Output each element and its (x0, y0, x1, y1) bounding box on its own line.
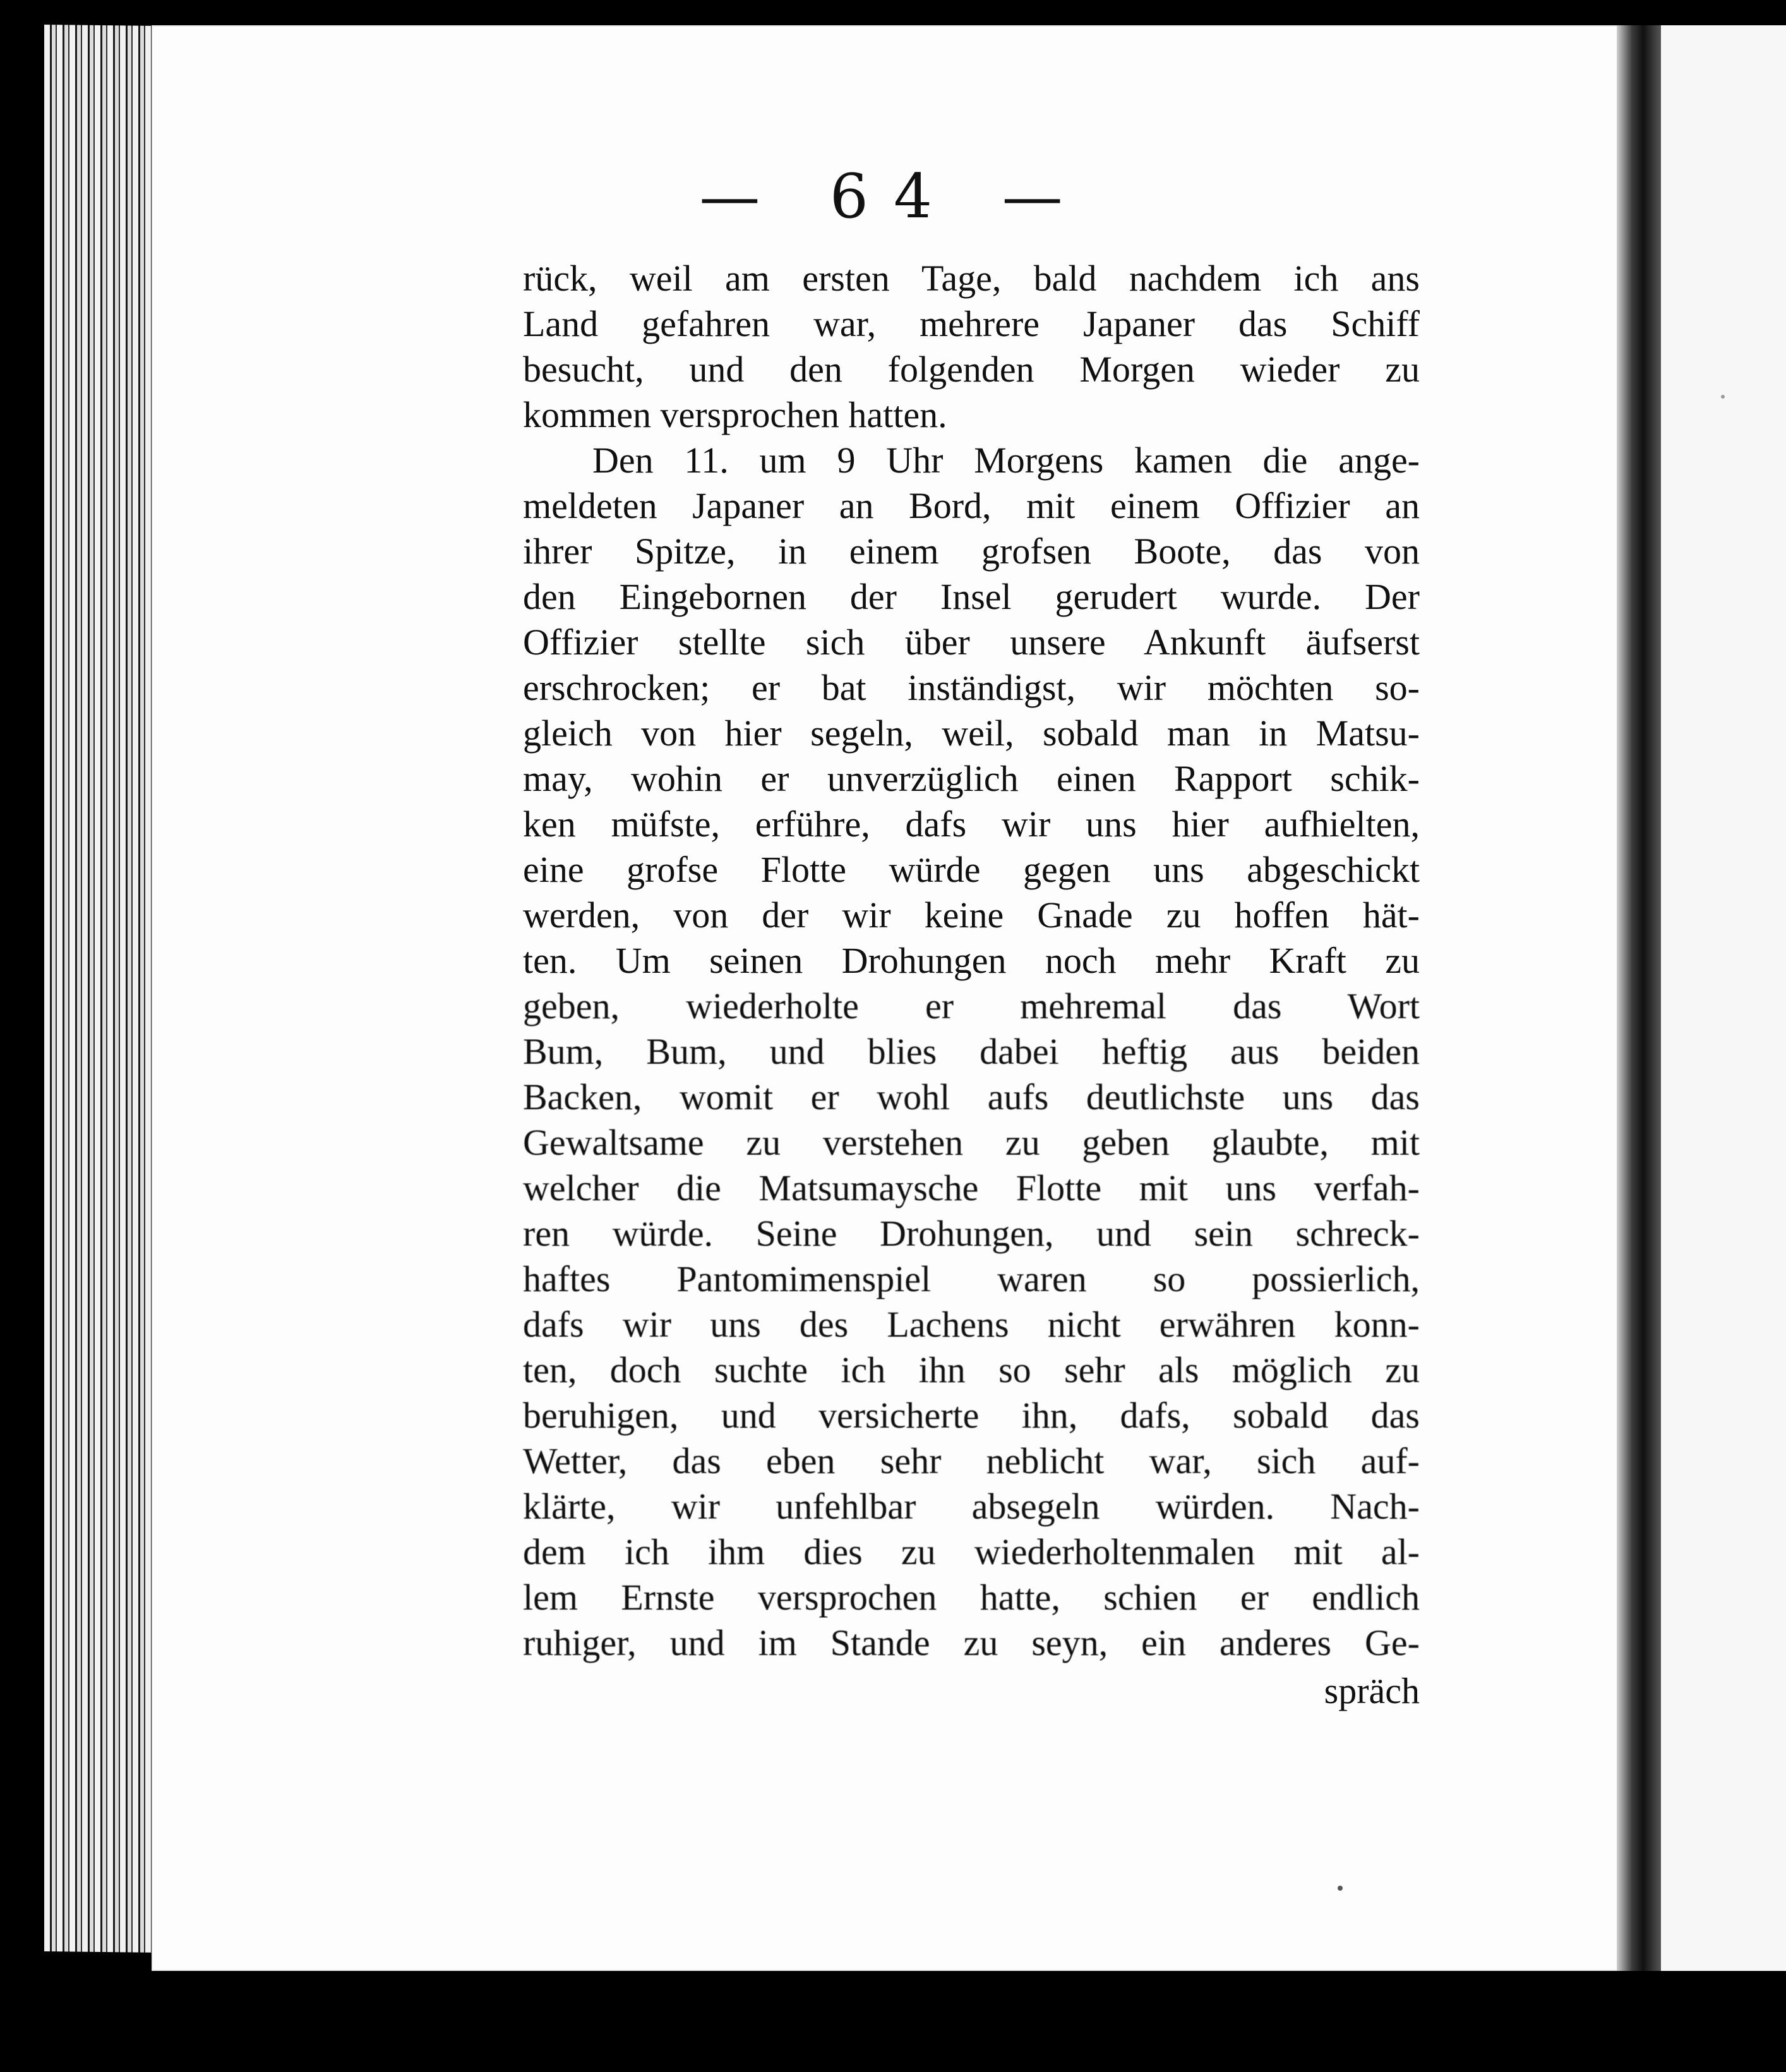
text-line: klärte, wir unfehlbar absegeln würden. Nach- (523, 1486, 1420, 1527)
text-line: dem ich ihm dies zu wiederholtenmalen mit al- (523, 1531, 1420, 1572)
text-line: Land gefahren war, mehrere Japaner das Schiff (523, 303, 1420, 344)
text-line: gleich von hier segeln, weil, sobald man in Matsu- (523, 713, 1420, 754)
text-line: ten. Um seinen Drohungen noch mehr Kraft zu (523, 940, 1420, 981)
text-line: geben, wiederholte er mehremal das Wort (523, 985, 1420, 1027)
paper-speck (1338, 1886, 1343, 1891)
text-line: ken müfste, erführe, dafs wir uns hier aufhielten, (523, 804, 1420, 845)
text-line: Bum, Bum, und blies dabei heftig aus beiden (523, 1031, 1420, 1072)
book-page-edges (44, 25, 158, 1953)
text-line: ren würde. Seine Drohungen, und sein schreck- (523, 1213, 1420, 1254)
text-line: dafs wir uns des Lachens nicht erwähren konn- (523, 1304, 1420, 1345)
book-gutter (1617, 25, 1661, 1971)
text-line: eine grofse Flotte würde gegen uns abgeschickt (523, 849, 1420, 890)
text-line: werden, von der wir keine Gnade zu hoffen hät- (523, 894, 1420, 936)
paper-speck (1721, 395, 1725, 399)
text-line: Offizier stellte sich über unsere Ankunft äufserst (523, 622, 1420, 663)
text-line: erschrocken; er bat inständigst, wir möchten so- (523, 667, 1420, 708)
text-line: Den 11. um 9 Uhr Morgens kamen die ange- (592, 440, 1420, 481)
text-line: rück, weil am ersten Tage, bald nachdem ich ans (523, 258, 1420, 299)
text-line: ten, doch suchte ich ihn so sehr als möglich zu (523, 1349, 1420, 1390)
text-line: welcher die Matsumaysche Flotte mit uns verfah- (523, 1167, 1420, 1208)
facing-page (1661, 25, 1786, 1971)
text-line: beruhigen, und versicherte ihn, dafs, sobald das (523, 1395, 1420, 1436)
text-line: lem Ernste versprochen hatte, schien er endlich (523, 1577, 1420, 1618)
page-number: — 64 — (699, 161, 1088, 232)
text-line: Wetter, das eben sehr neblicht war, sich auf- (523, 1440, 1420, 1481)
text-line: haftes Pantomimenspiel waren so possierlich, (523, 1258, 1420, 1299)
text-line: Gewaltsame zu verstehen zu geben glaubte, mit (523, 1122, 1420, 1163)
text-line: besucht, und den folgenden Morgen wieder zu (523, 349, 1420, 390)
text-line: ihrer Spitze, in einem grofsen Boote, das von (523, 531, 1420, 572)
text-line: den Eingebornen der Insel gerudert wurde. Der (523, 576, 1420, 617)
text-line: ruhiger, und im Stande zu seyn, ein anderes Ge- (523, 1622, 1420, 1663)
body-text (523, 256, 1420, 1714)
text-line: may, wohin er unverzüglich einen Rapport schik- (523, 758, 1420, 799)
text-line: Backen, womit er wohl aufs deutlichste uns das (523, 1076, 1420, 1117)
catchword: spräch (1324, 1670, 1420, 1711)
text-line: kommen versprochen hatten. (523, 394, 947, 435)
text-line: meldeten Japaner an Bord, mit einem Offizier an (523, 485, 1420, 526)
